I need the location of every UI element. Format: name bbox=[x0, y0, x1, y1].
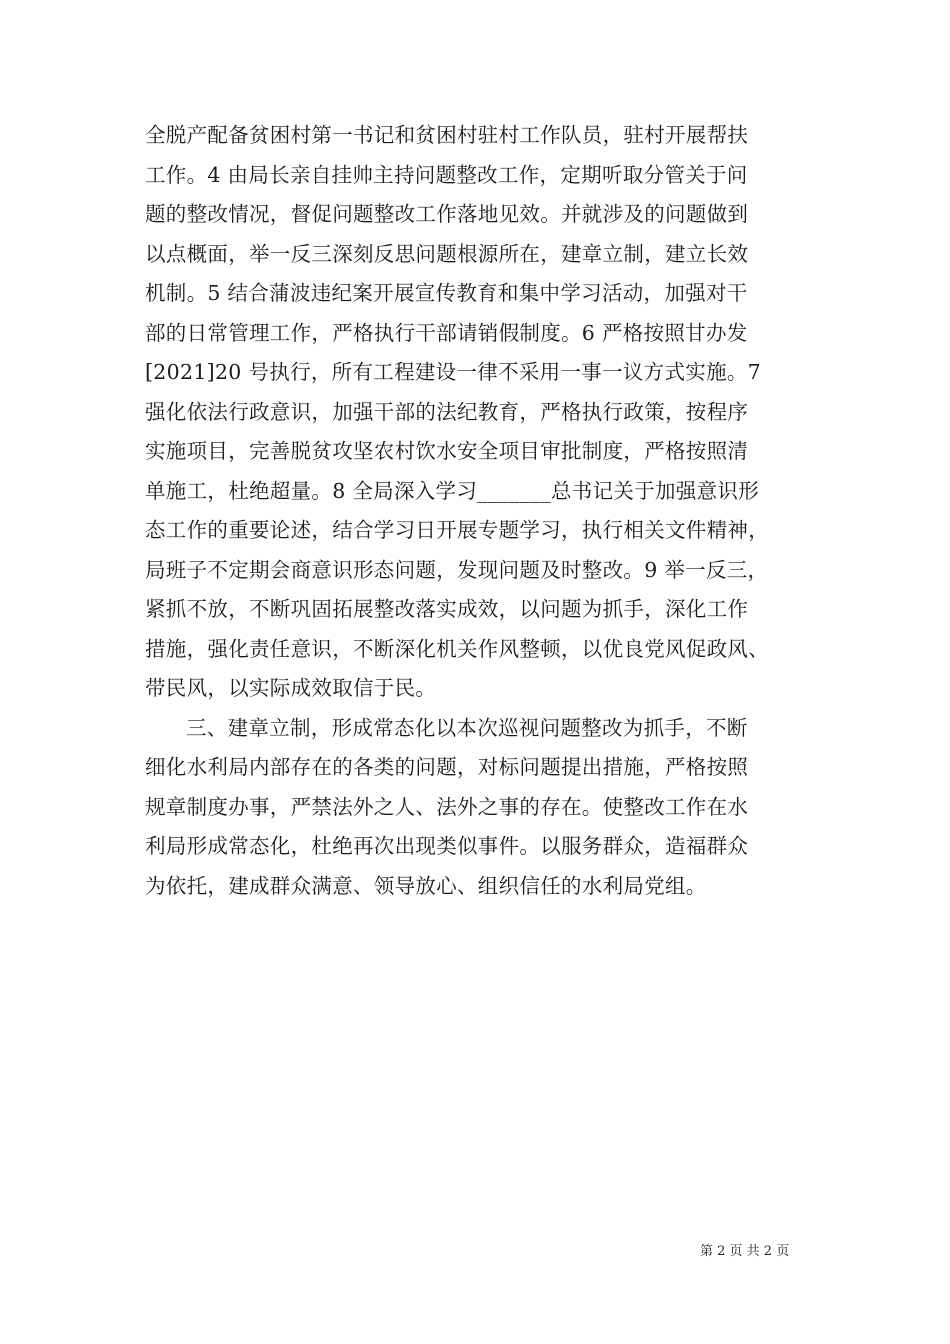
text-line: 带民风，以实际成效取信于民。 bbox=[145, 676, 437, 700]
text-line: 以点概面，举一反三深刻反思问题根源所在，建章立制，建立长效 bbox=[145, 241, 749, 266]
paragraph-1 bbox=[145, 116, 810, 709]
text-line: 规章制度办事，严禁法外之人、法外之事的存在。使整改工作在水 bbox=[145, 794, 749, 819]
text-line: 部的日常管理工作，严格执行干部请销假制度。6 严格按照甘办发 bbox=[145, 320, 748, 345]
document-body bbox=[145, 116, 810, 906]
text-line: 题的整改情况，督促问题整改工作落地见效。并就涉及的问题做到 bbox=[145, 202, 749, 226]
text-line: 紧抓不放，不断巩固拓展整改落实成效，以问题为抓手，深化工作 bbox=[145, 597, 749, 621]
text-line: 工作。4 由局长亲自挂帅主持问题整改工作，定期听取分管关于问 bbox=[145, 162, 748, 187]
text-line: 实施项目，完善脱贫攻坚农村饮水安全项目审批制度，严格按照清 bbox=[145, 439, 749, 463]
paragraph-2 bbox=[145, 709, 810, 907]
text-line: 强化依法行政意识，加强干部的法纪教育，严格执行政策，按程序 bbox=[145, 399, 749, 424]
text-line: 利局形成常态化，杜绝再次出现类似事件。以服务群众，造福群众 bbox=[145, 834, 749, 858]
text-line: 为依托，建成群众满意、领导放心、组织信任的水利局党组。 bbox=[145, 873, 707, 898]
text-line: 局班子不定期会商意识形态问题，发现问题及时整改。9 举一反三， bbox=[145, 557, 769, 582]
text-line: 单施工，杜绝超量。8 全局深入学习_______总书记关于加强意识形 bbox=[145, 478, 760, 503]
text-line: 态工作的重要论述，结合学习日开展专题学习，执行相关文件精神， bbox=[145, 518, 769, 542]
text-line: 细化水利局内部存在的各类的问题，对标问题提出措施，严格按照 bbox=[145, 755, 749, 779]
text-line: 三、建章立制，形成常态化以本次巡视问题整改为抓手，不断 bbox=[186, 715, 748, 740]
text-line: [2021]20 号执行，所有工程建设一律不采用一事一议方式实施。7 bbox=[145, 360, 762, 384]
text-line: 机制。5 结合蒲波违纪案开展宣传教育和集中学习活动，加强对干 bbox=[145, 281, 748, 305]
text-line: 全脱产配备贫困村第一书记和贫困村驻村工作队员，驻村开展帮扶 bbox=[145, 123, 749, 147]
text-line: 措施，强化责任意识，不断深化机关作风整顿，以优良党风促政风、 bbox=[145, 636, 769, 661]
page-number-footer: 第 2 页 共 2 页 bbox=[700, 1244, 790, 1259]
